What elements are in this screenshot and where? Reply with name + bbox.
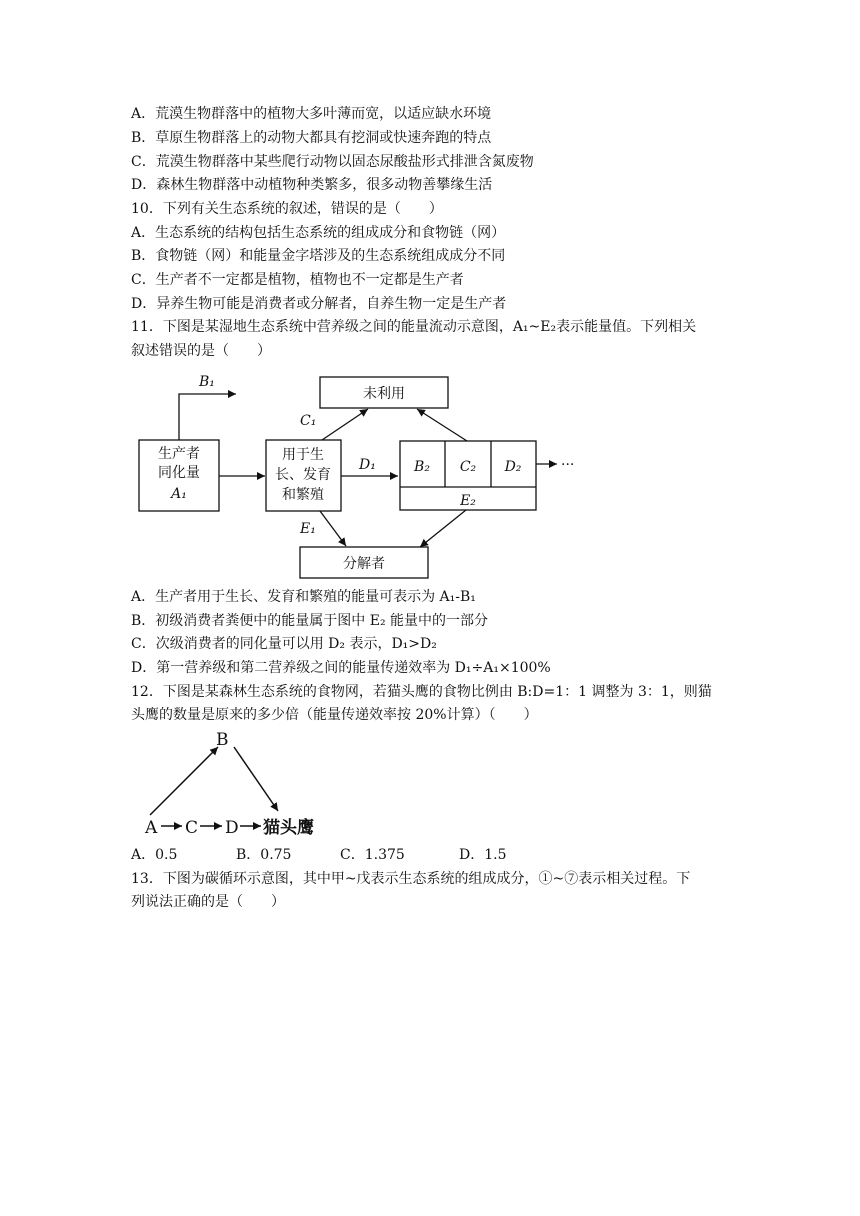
e2-arrow (420, 510, 466, 547)
q11-stem-line1: 11．下图是某湿地生态系统中营养级之间的能量流动示意图，A₁~E₂表示能量值。下列相关 (131, 319, 697, 335)
unused-label: 未利用 (363, 386, 405, 402)
producer-label-line1: 生产者 (158, 446, 200, 462)
q13-stem-line1: 13．下图为碳循环示意图，其中甲~戊表示生态系统的组成成分，①~⑦表示相关过程。下 (131, 871, 691, 887)
q10-option-a: A．生态系统的结构包括生态系统的组成成分和食物链（网） (131, 225, 506, 241)
food-web-diagram (0, 725, 860, 843)
d2-label: D₂ (504, 459, 522, 475)
q10-option-d: D．异养生物可能是消费者或分解者，自养生物一定是生产者 (131, 296, 507, 312)
q12-stem-line1: 12．下图是某森林生态系统的食物网，若猫头鹰的食物比例由 B:D=1：1 调整为 3：1，则猫 (131, 684, 712, 700)
q11-option-c: C．次级消费者的同化量可以用 D₂ 表示，D₁>D₂ (131, 636, 437, 652)
e2-label: E₂ (460, 493, 476, 509)
q9-option-c: C．荒漠生物群落中某些爬行动物以固态尿酸盐形式排泄含氮废物 (131, 154, 534, 170)
q10-stem: 10．下列有关生态系统的叙述，错误的是（ ） (131, 201, 443, 217)
node-owl: 猫头鹰 (263, 818, 314, 838)
continuation-ellipsis: ··· (561, 457, 575, 473)
d1-label: D₁ (359, 457, 376, 473)
energy-flow-diagram (0, 0, 860, 590)
q12-option-c: C．1.375 (340, 847, 405, 863)
q11-option-d: D．第一营养级和第二营养级之间的能量传递效率为 D₁÷A₁×100% (131, 660, 551, 676)
b1-arrow (179, 394, 236, 440)
q11-option-b: B．初级消费者粪便中的能量属于图中 E₂ 能量中的一部分 (131, 613, 489, 629)
c1-label: C₁ (300, 413, 317, 429)
a-to-b-arrow (150, 747, 218, 815)
q13-stem-line2: 列说法正确的是（ ） (131, 894, 285, 910)
producer-var-label: A₁ (171, 486, 187, 502)
b-to-owl-arrow (234, 747, 278, 811)
q11-option-a: A．生产者用于生长、发育和繁殖的能量可表示为 A₁-B₁ (131, 589, 476, 605)
growth-label-line2: 长、发育 (275, 467, 331, 483)
c1-arrow (322, 409, 368, 440)
q12-option-b: B．0.75 (236, 847, 292, 863)
q9-option-a: A．荒漠生物群落中的植物大多叶薄而宽，以适应缺水环境 (131, 106, 492, 122)
c2-arrow (417, 409, 467, 441)
q9-option-d: D．森林生物群落中动植物种类繁多，很多动物善攀缘生活 (131, 177, 493, 193)
q9-option-b: B．草原生物群落上的动物大都具有挖洞或快速奔跑的特点 (131, 130, 492, 146)
producer-label-line2: 同化量 (158, 465, 200, 481)
e1-arrow (320, 511, 346, 546)
q10-option-b: B．食物链（网）和能量金字塔涉及的生态系统组成成分不同 (131, 248, 506, 264)
b2-label: B₂ (414, 459, 430, 475)
node-a: A (145, 818, 158, 838)
q11-stem-line2: 叙述错误的是（ ） (131, 343, 271, 359)
node-c: C (185, 818, 199, 838)
b1-label: B₁ (199, 374, 215, 390)
q12-stem-line2: 头鹰的数量是原来的多少倍（能量传递效率按 20%计算）（ ） (131, 707, 538, 723)
q12-option-a: A．0.5 (131, 847, 178, 863)
node-d: D (225, 818, 239, 838)
growth-label-line1: 用于生 (282, 447, 324, 463)
decomposer-label: 分解者 (343, 556, 385, 572)
e1-label: E₁ (300, 521, 316, 537)
q10-option-c: C．生产者不一定都是植物，植物也不一定都是生产者 (131, 272, 464, 288)
q12-option-d: D．1.5 (459, 847, 507, 863)
c2-label: C₂ (459, 459, 477, 475)
node-b: B (216, 730, 229, 750)
growth-label-line3: 和繁殖 (282, 487, 324, 503)
